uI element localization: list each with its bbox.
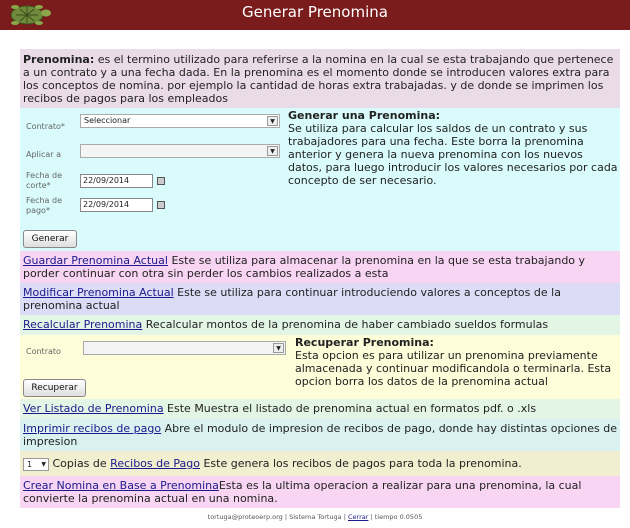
ver-listado-link[interactable]: Ver Listado de Prenomina — [23, 402, 164, 415]
imprimir-recibos-link[interactable]: Imprimir recibos de pago — [23, 422, 162, 435]
guardar-prenomina-link[interactable]: Guardar Prenomina Actual — [23, 254, 168, 267]
recibos-text: Este genera los recibos de pagos para toda la prenomina. — [199, 457, 522, 470]
generar-help-title: Generar una Prenomina: — [288, 109, 441, 122]
recuperar-contrato-label: Contrato — [26, 347, 61, 356]
guardar-section — [20, 251, 620, 283]
recalcular-section — [20, 315, 620, 335]
crear-section — [20, 476, 620, 508]
generar-button[interactable]: Generar — [23, 230, 77, 248]
fecha-corte-label: Fecha de corte* — [26, 171, 62, 190]
copies-select-value: 1 — [27, 459, 33, 469]
intro-term: Prenomina: — [23, 53, 95, 66]
aplicar-row — [23, 142, 283, 166]
chevron-down-icon[interactable]: ▼ — [41, 460, 46, 468]
recalcular-text: Recalcular montos de la prenomina de haber cambiado sueldos formulas — [142, 318, 549, 331]
header-bar — [0, 0, 630, 30]
modificar-text: Este se utiliza para continuar introduciendo valores a conceptos de la prenomina actual — [23, 286, 561, 312]
crear-text: Esta es la ultima operacion a realizar para una prenomina, la cual convierte la prenomina actual en una nomina. — [23, 479, 582, 505]
logout-link[interactable]: Cerrar — [347, 513, 369, 521]
generar-section — [20, 108, 620, 251]
intro-description — [20, 49, 620, 108]
recalcular-prenomina-link[interactable]: Recalcular Prenomina — [23, 318, 143, 331]
listado-section — [20, 399, 620, 419]
fecha-pago-input[interactable]: 22/09/2014 — [80, 198, 153, 212]
page-title: Generar Prenomina — [242, 3, 388, 21]
modificar-section — [20, 283, 620, 315]
fecha-corte-row — [23, 170, 283, 194]
recuperar-contrato-row — [23, 341, 283, 365]
generar-help — [288, 109, 618, 187]
modificar-prenomina-link[interactable]: Modificar Prenomina Actual — [23, 286, 174, 299]
recuperar-help-title: Recuperar Prenomina: — [295, 336, 434, 349]
generar-help-text: Se utiliza para calcular los saldos de un contrato y sus trabajadores para una fecha. Este borra la prenomina anterior y genera la nueva prenomina con los nuevos datos, para luego introducir los valores necesarios por cada concepto de ser necesario. — [288, 122, 618, 187]
footer — [0, 513, 630, 521]
calendar-icon[interactable] — [157, 177, 165, 185]
chevron-down-icon[interactable]: ▼ — [267, 146, 278, 156]
footer-email: tortuga@proteoerp.org — [207, 513, 283, 521]
intro-text: es el termino utilizado para referirse a la nomina en la cual se esta trabajando que pertenece a un contrato y a una fecha dada. En la prenomina es el momento donde se introducen valores extra para los conceptos de nomina. por ejemplo la cantidad de horas extra trabajadas. y de donde se imprimen los recibos de pagos para los empleados — [23, 53, 614, 105]
guardar-text: Este se utiliza para almacenar la prenomina en la que se esta trabajando y porder continuar con otra sin perder los cambios realizados a esta — [23, 254, 586, 280]
contrato-select-value: Seleccionar — [84, 116, 131, 125]
recuperar-help-text: Esta opcion es para utilizar un prenomina previamente almacenada y continuar modificandola o terminarla. Esta opcion borra los datos de la prenomina actual — [295, 349, 612, 388]
fecha-pago-label: Fecha de pago* — [26, 196, 62, 215]
recibos-section — [20, 451, 620, 476]
aplicar-label: Aplicar a — [26, 150, 62, 159]
chevron-down-icon[interactable]: ▼ — [267, 116, 278, 126]
fecha-pago-row — [23, 195, 283, 219]
contrato-select[interactable] — [80, 114, 280, 128]
recuperar-section — [20, 335, 620, 399]
footer-system: | Sistema Tortuga | — [282, 513, 348, 521]
listado-text: Este Muestra el listado de prenomina actual en formatos pdf. o .xls — [163, 402, 537, 415]
copies-label: Copias de — [49, 457, 111, 470]
imprimir-section — [20, 419, 620, 451]
contrato-row — [23, 114, 283, 138]
recuperar-button[interactable]: Recuperar — [23, 379, 86, 397]
recibos-pago-link[interactable]: Recibos de Pago — [110, 457, 200, 470]
aplicar-select[interactable] — [80, 144, 280, 158]
copies-select[interactable] — [23, 458, 49, 471]
recuperar-contrato-select[interactable] — [83, 341, 286, 355]
chevron-down-icon[interactable]: ▼ — [273, 343, 284, 353]
contrato-label: Contrato* — [26, 122, 65, 131]
imprimir-text: Abre el modulo de impresion de recibos de pago, donde hay distintas opciones de impresion — [23, 422, 617, 448]
calendar-icon[interactable] — [157, 201, 165, 209]
fecha-corte-input[interactable]: 22/09/2014 — [80, 174, 153, 188]
recuperar-help — [295, 336, 615, 388]
crear-nomina-link[interactable]: Crear Nomina en Base a Prenomina — [23, 479, 219, 492]
footer-time: | tiempo 0.0505 — [368, 513, 423, 521]
